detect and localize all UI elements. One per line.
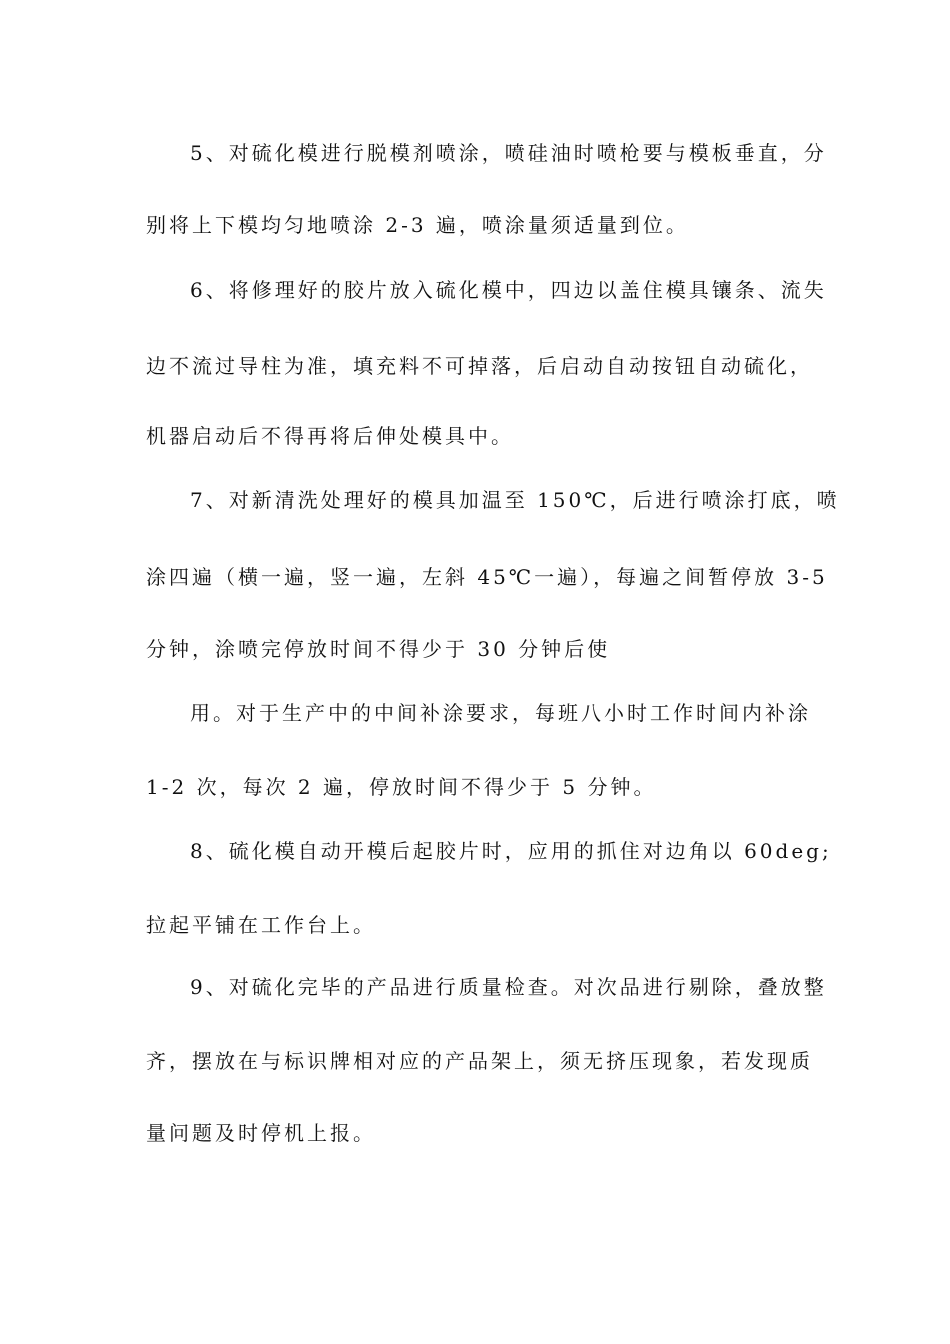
paragraph-9-line-3: 量问题及时停机上报。 [146, 1121, 376, 1145]
paragraph-7-line-5: 1-2 次，每次 2 遍，停放时间不得少于 5 分钟。 [146, 775, 657, 799]
paragraph-6-line-2: 边不流过导柱为准，填充料不可掉落，后启动自动按钮自动硫化， [146, 354, 813, 378]
paragraph-5-line-2: 别将上下模均匀地喷涂 2-3 遍，喷涂量须适量到位。 [146, 213, 689, 237]
paragraph-5-line-1: 5、对硫化模进行脱模剂喷涂，喷硅油时喷枪要与模板垂直，分 [190, 141, 827, 165]
paragraph-6-line-1: 6、将修理好的胶片放入硫化模中，四边以盖住模具镶条、流失 [190, 278, 827, 302]
paragraph-9-line-2: 齐，摆放在与标识牌相对应的产品架上，须无挤压现象，若发现质 [146, 1049, 813, 1073]
paragraph-7-line-3: 分钟，涂喷完停放时间不得少于 30 分钟后使 [146, 637, 611, 661]
paragraph-7-line-2: 涂四遍（横一遍，竖一遍，左斜 45℃一遍），每遍之间暂停放 3-5 [146, 565, 828, 589]
paragraph-8-line-2: 拉起平铺在工作台上。 [146, 913, 376, 937]
paragraph-6-line-3: 机器启动后不得再将后伸处模具中。 [146, 424, 514, 448]
paragraph-8-line-1: 8、硫化模自动开模后起胶片时，应用的抓住对边角以 60deg; [190, 839, 832, 863]
paragraph-7-line-4: 用。对于生产中的中间补涂要求，每班八小时工作时间内补涂 [190, 701, 811, 725]
paragraph-7-line-1: 7、对新清洗处理好的模具加温至 150℃，后进行喷涂打底，喷 [190, 488, 840, 512]
paragraph-9-line-1: 9、对硫化完毕的产品进行质量检查。对次品进行剔除，叠放整 [190, 975, 827, 999]
